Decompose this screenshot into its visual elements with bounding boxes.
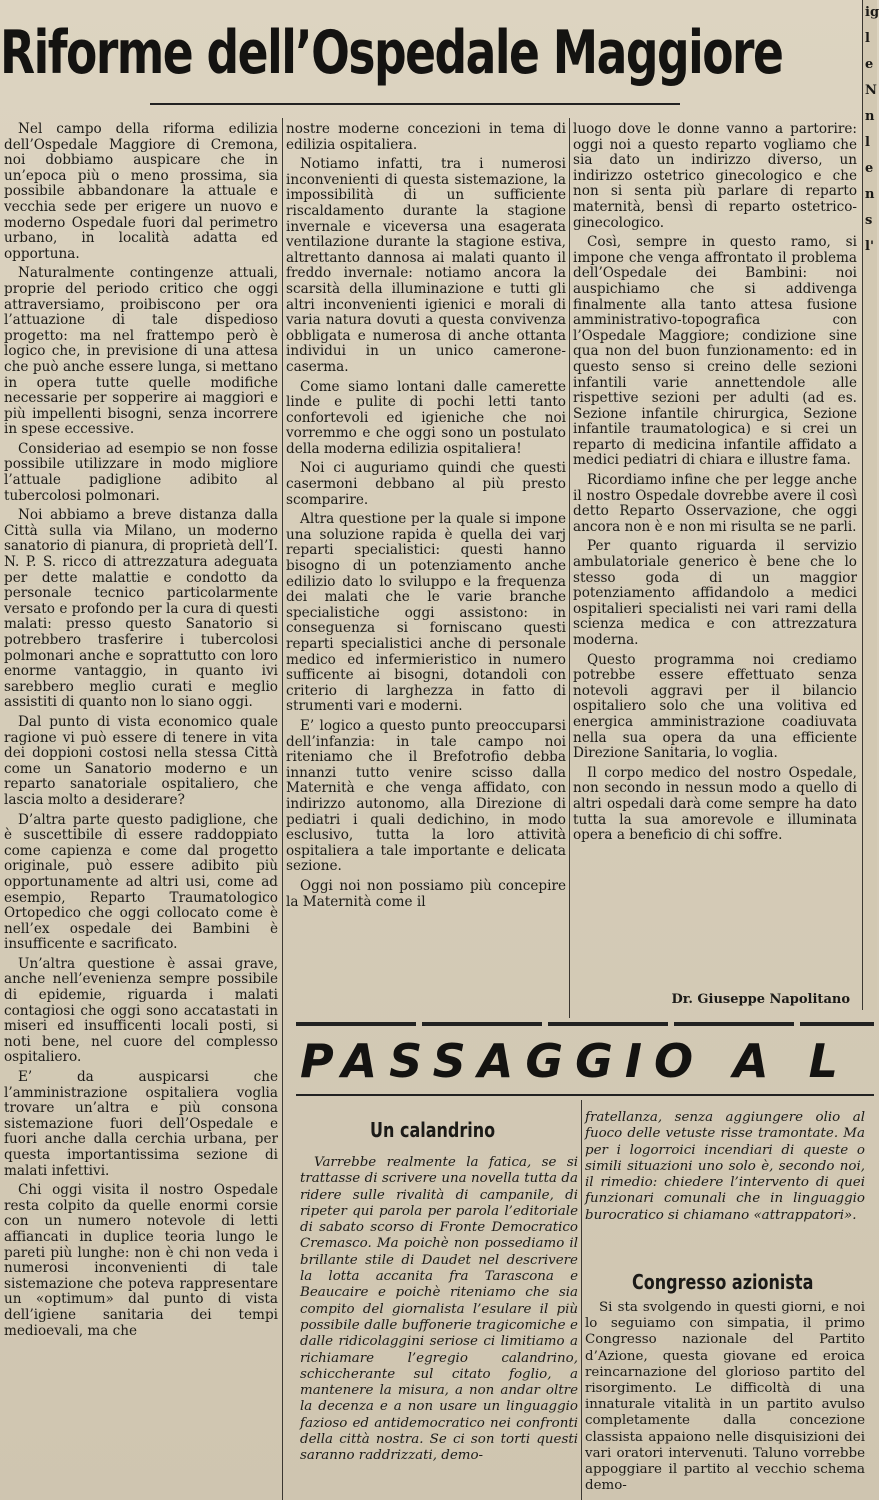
paragraph: E’ da auspicarsi che l’amministrazione ospitaliera voglia trovare un’altra e più consona sistemazione fuori dell’Ospedale e fuori anche dalla cerchia urbana, per questa importantissima sezione di malati infettivi. [4,1069,278,1179]
subheading: Un calandrino [370,1118,496,1142]
column-divider [581,1100,582,1500]
headline-rule [150,103,680,105]
paragraph: Varrebbe realmente la fatica, se si trattasse di scrivere una novella tutta da ridere sulle rivalità di campanile, di ripeter qui parola per parola l’editoriale di sabato scorso di Fronte Democratico Cremasco. Ma poichè non possediamo il brillante stile di Daudet nel descrivere la lotta accanita fra Tarascona e Beaucaire e poichè riteniamo che sia compito del giornalista l’esulare il più possibile dalle buffonerie tragicomiche e dalle ridicolaggini seriose ci limitiamo a richiamare l’egregio calandrino, schiccherante sul citato foglio, a mantenere la misura, a non andar oltre la decenza e a non usare un linguaggio fazioso ed antidemocratico nei confronti della città nostra. Se ci son torti questi saranno raddrizzati, demo- [300,1155,578,1464]
paragraph: Altra questione per la quale si impone una soluzione rapida è quella dei varj reparti specialistici: questi hanno bisogno di un potenziamento anche edilizio dato lo sviluppo e la frequenza dei malati che le varie branche specialistiche oggi assistono: in conseguenza si forniscano questi reparti specialistici anche di personale medico ed infermieristico in numero sufficente ai bisogni, dotandoli con criterio di larghezza in fatto di strumenti vari e moderni. [286,511,566,715]
paragraph: luogo dove le donne vanno a partorire: oggi noi a questo reparto vogliamo che sia dato un indirizzo diverso, un indirizzo ostetrico ginecologico e che non si senta più parlare di reparto maternità, bensì di reparto ostetrico-ginecologico. [573,121,857,231]
article-column-3 [573,122,857,1012]
column-divider [282,118,283,1500]
paragraph: Così, sempre in questo ramo, si impone che venga affrontato il problema dell’Ospedale dei Bambini: noi auspichiamo che si addivenga finalmente alla tanto attesa fusione amministrativo-topografica con l’Ospedale Maggiore; condizione sine qua non del buon funzionamento: ed in questo senso si creino delle sezioni infantili varie annettendole alle rispettive sezioni per adulti (ad es. Sezione infantile chirurgica, Sezione infantile traumatologica) e si crei un reparto di medicina infantile affidato a medici pediatri di chiara e illustre fama. [573,234,857,469]
adjacent-column-fragment: ig l e N n l e n s l' [862,0,877,1010]
paragraph: Naturalmente contingenze attuali, proprie del periodo critico che oggi attraversiamo, proibiscono per ora l’attuazione di tale dispedioso progetto: ma nel frattempo però è logico che, in previsione di una attesa che può anche essere lunga, si mettano in opera tutte quelle modifiche necessarie per sopperire ai maggiori e più impellenti bisogni, senza incorrere in spese eccessive. [4,265,278,438]
paragraph: Si sta svolgendo in questi giorni, e noi lo seguiamo con simpatia, il primo Congresso nazionale del Partito d’Azione, questa giovane ed eroica reincarnazione del glorioso partito del risorgimento. Le difficoltà di una innaturale vitalità in un partito avulso completamente dalla concezione classista appaiono nelle disquisizioni dei vari oratori intervenuti. Taluno vorrebbe appoggiare il partito al vecchio schema demo- [585,1300,865,1494]
paragraph: Oggi noi non possiamo più concepire la Maternità come il [286,877,566,910]
paragraph: Il corpo medico del nostro Ospedale, non secondo in nessun modo a quello di altri ospedali darà come sempre ha dato tutta la sua amorevole e illuminata opera a beneficio di chi soffre. [573,764,857,844]
article-column-2 [286,122,566,1012]
author-signature: Dr. Giuseppe Napolitano [671,992,850,1007]
article-column-italic [300,1155,578,1500]
paragraph: Ricordiamo infine che per legge anche il nostro Ospedale dovrebbe avere il così detto Reparto Osservazione, che oggi ancora non è e non mi risulta se ne parli. [573,472,857,535]
paragraph: Un’altra questione è assai grave, anche nell’evenienza sempre possibile di epidemie, riguarda i malati contagiosi che oggi sono accatastati in miseri ed insufficenti locali posti, si noti bene, nel cuore del complesso ospitaliero. [4,955,278,1066]
paragraph: Nel campo della riforma edilizia dell’Ospedale Maggiore di Cremona, noi dobbiamo auspicare che in un’epoca più o meno prossima, sia possibile abbandonare la attuale e vecchia sede per erigere un nuovo e moderno Ospedale fuori dal perimetro urbano, in località adatta ed opportuna. [4,121,278,262]
paragraph: Consideriao ad esempio se non fosse possibile utilizzare in modo migliore l’attuale padiglione adibito al tubercolosi polmonari. [4,440,278,504]
paragraph: D’altra parte questo padiglione, che è suscettibile di essere raddoppiato come capienza e come dal progetto originale, può essere adibito più opportunamente ad altri usi, come ad esempio, Reparto Traumatologico Ortopedico che oggi collocato come è nell’ex ospedale dei Bambini è insufficente e sacrificato. [4,811,278,953]
article-column-italic [585,1110,865,1260]
article-column-congress [585,1300,865,1500]
paragraph: Come siamo lontani dalle camerette linde e pulite di pochi letti tanto confortevoli ed igieniche che noi vorremmo e che oggi sono un postulato della moderna edilizia ospitaliera! [286,378,566,457]
section-title: PASSAGGIO A L [300,1034,850,1088]
headline: Riforme dell’Ospedale Maggiore [0,18,783,88]
paragraph: Per quanto riguarda il servizio ambulatoriale generico è bene che lo stesso goda di un maggior potenziamento affidandolo a medici ospitalieri specialisti nei vari rami della scienza medica e con attrezzatura moderna. [573,538,857,648]
paragraph: fratellanza, senza aggiungere olio al fuoco delle vetuste risse tramontate. Ma per i logorroici incendiari di queste o simili situazioni uno solo è, secondo noi, il rimedio: chiedere l’intervento di quei funzionari comunali che in linguaggio burocratico si chiamano «attrappatori». [585,1110,865,1223]
subheading: Congresso azionista [632,1270,814,1294]
section-rule [296,1094,874,1096]
article-column-1 [4,122,278,1497]
section-rule [296,1022,874,1026]
paragraph: Chi oggi visita il nostro Ospedale resta colpito da quelle enormi corsie con un numero notevole di letti affiancati in duplice teoria lungo le pareti più lunghe: non è chi non veda i numerosi inconvenienti di tale sistemazione che poteva rappresentare un «optimum» dal punto di vista dell’igiene sanitaria dei tempi medioevali, ma che [4,1182,278,1339]
paragraph: Noi ci auguriamo quindi che questi casermoni debbano al più presto scomparire. [286,460,566,508]
paragraph: nostre moderne concezioni in tema di edilizia ospitaliera. [286,121,566,153]
paragraph: Questo programma noi crediamo potrebbe essere effettuato senza notevoli aggravi per il bilancio ospitaliero solo che una volitiva ed energica amministrazione coadiuvata nella sua opera da una efficiente Direzione Sanitaria, lo voglia. [573,651,857,762]
paragraph: Notiamo infatti, tra i numerosi inconvenienti di questa sistemazione, la impossibilità di un sufficiente riscaldamento durante la stagione invernale e viceversa una esagerata ventilazione durante la stagione estiva, altrettanto dannosa ai malati quanto il freddo invernale: notiamo ancora la scarsità della illuminazione e tutti gli altri inconvenienti igienici e morali di varia natura dovuti a questa convivenza obbligata e numerosa di anche ottanta individui in un unico camerone-caserma. [286,156,566,375]
paragraph: Dal punto di vista economico quale ragione vi può essere di tenere in vita dei doppioni costosi nella stessa Città come un Sanatorio moderno e un reparto sanatoriale ospitaliero, che lascia molto a desiderare? [4,713,278,808]
column-divider [569,118,570,1018]
paragraph: Noi abbiamo a breve distanza dalla Città sulla via Milano, un moderno sanatorio di pianura, di proprietà dell’I. N. P. S. ricco di attrezzatura adeguata per dette malattie e condotto da personale tecnico particolarmente versato e profondo per la cura di questi malati: presso questo Sanatorio si potrebbero trasferire i tubercolosi polmonari anche e soprattutto con loro enorme vantaggio, in quanto ivi sarebbero meglio curati e meglio assistiti di quanto non lo siano oggi. [4,507,278,711]
paragraph: E’ logico a questo punto preoccuparsi dell’infanzia: in tale campo noi riteniamo che il Brefotrofio debba innanzi tutto venire scisso dalla Maternità e che venga affidato, con indirizzo autonomo, alla Direzione di pediatri i quali dedichino, in modo esclusivo, tutta la loro attività ospitaliera a tale importante e delicata sezione. [286,717,566,875]
